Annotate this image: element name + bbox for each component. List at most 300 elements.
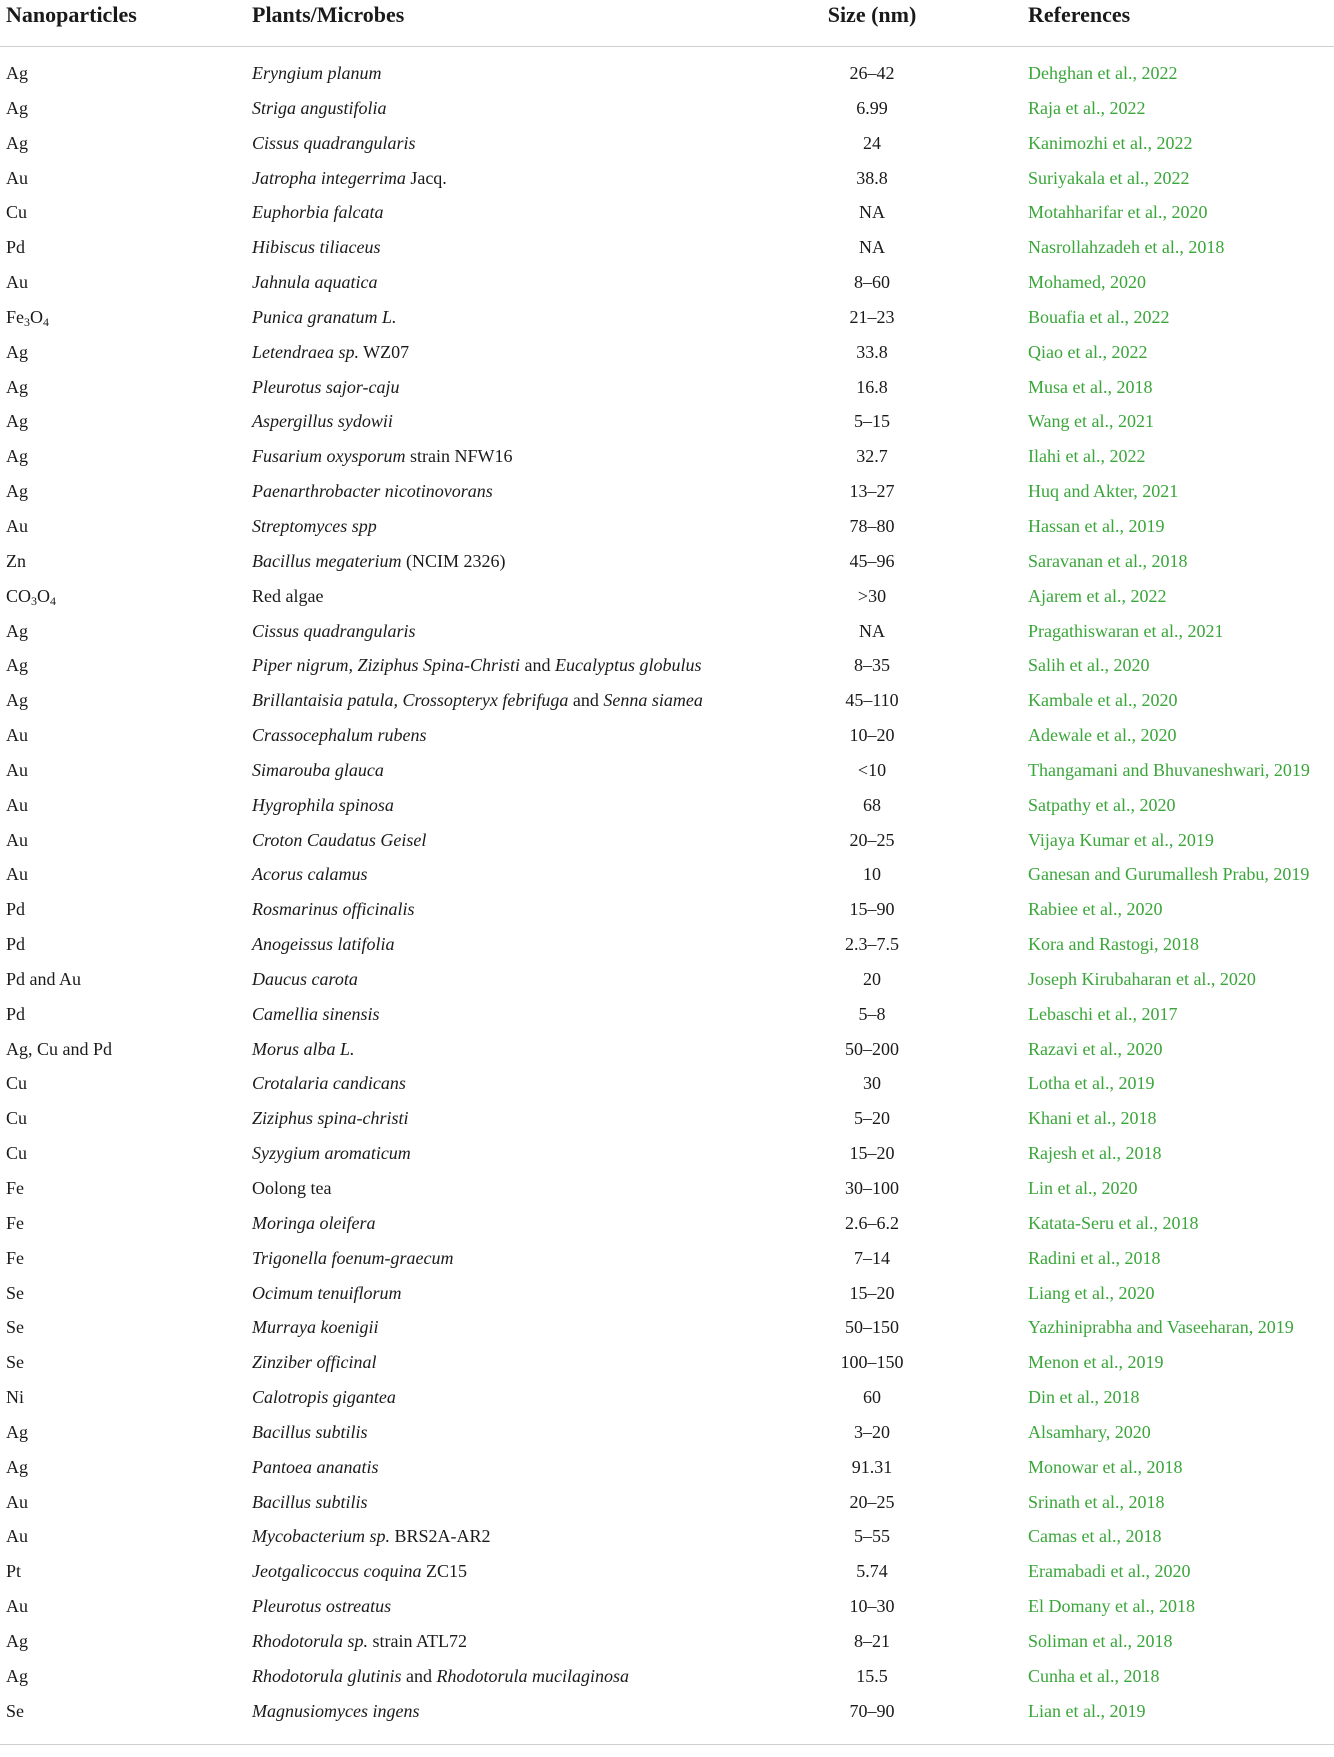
table-row (0, 794, 1334, 829)
species-name: Rhodotorula mucilaginosa (436, 1665, 630, 1686)
size-value: 21–23 (849, 306, 895, 327)
cell-plant-microbe (252, 1247, 453, 1269)
cell-nanoparticle: Au (6, 272, 28, 293)
species-name: Letendraea sp. (252, 341, 359, 362)
cell-plant-microbe (252, 1630, 467, 1652)
table-row (0, 968, 1334, 1003)
size-value: 5–20 (854, 1108, 890, 1129)
cell-plant-microbe (252, 480, 493, 502)
size-value: 10 (863, 864, 881, 885)
reference-link[interactable]: Eramabadi et al., 2020 (1028, 1561, 1191, 1582)
table-row (0, 62, 1334, 97)
size-value: 60 (863, 1387, 881, 1408)
cell-nanoparticle: Ag (6, 341, 28, 362)
reference-link[interactable]: Lebaschi et al., 2017 (1028, 1003, 1178, 1024)
size-value: 30–100 (845, 1178, 899, 1198)
species-name: Magnusiomyces ingens (252, 1700, 420, 1721)
reference-link[interactable]: Kora and Rastogi, 2018 (1028, 934, 1199, 955)
size-value: 30 (863, 1073, 881, 1094)
reference-link[interactable]: Katata-Seru et al., 2018 (1028, 1212, 1199, 1233)
cell-plant-microbe (252, 759, 384, 781)
species-name: Rhodotorula sp. (252, 1630, 369, 1651)
size-value: 91.31 (851, 1456, 893, 1477)
reference-link[interactable]: Satpathy et al., 2020 (1028, 794, 1176, 815)
cell-nanoparticle: Ag (6, 1456, 28, 1477)
cell-nanoparticle: Fe (6, 1247, 24, 1268)
table-row (0, 1560, 1334, 1595)
cell-nanoparticle: Au (6, 864, 28, 885)
cell-nanoparticle: Pt (6, 1561, 22, 1582)
species-name: Calotropis gigantea (252, 1387, 396, 1408)
size-value: 10–30 (849, 1596, 895, 1617)
table-row (0, 863, 1334, 898)
cell-nanoparticle: Fe (6, 1212, 24, 1233)
column-header-references: References (1028, 2, 1131, 27)
cell-plant-microbe (252, 1282, 401, 1304)
reference-link[interactable]: Yazhiniprabha and Vaseeharan, 2019 (1028, 1317, 1294, 1338)
table-row (0, 550, 1334, 585)
cell-plant-microbe (252, 689, 703, 711)
table-row (0, 1456, 1334, 1491)
species-name: Euphorbia falcata (252, 202, 384, 223)
size-value: 10–20 (849, 725, 895, 746)
table-row (0, 1630, 1334, 1665)
cell-nanoparticle: Ag (6, 620, 28, 641)
reference-link[interactable]: Qiao et al., 2022 (1028, 341, 1148, 362)
column-header-nanoparticles: Nanoparticles (6, 2, 137, 27)
size-value: 13–27 (849, 481, 895, 502)
cell-nanoparticle: Ag (6, 97, 28, 118)
formula-subscript: 4 (50, 593, 57, 608)
size-value: 45–110 (845, 690, 899, 711)
table-row (0, 933, 1334, 968)
species-name: Senna siamea (603, 690, 703, 711)
cell-nanoparticle: Se (6, 1317, 24, 1338)
species-name: Cissus quadrangularis (252, 620, 416, 641)
size-value: 33.8 (856, 341, 888, 362)
species-name: Fusarium oxysporum (252, 446, 406, 467)
cell-nanoparticle: Se (6, 1282, 24, 1303)
formula-part: O (30, 306, 43, 327)
cell-plant-microbe (252, 724, 427, 746)
table-row (0, 167, 1334, 202)
column-header-size-label: Size (nm) (827, 2, 917, 27)
reference-link[interactable]: Monowar et al., 2018 (1028, 1456, 1183, 1477)
reference-link[interactable]: Soliman et al., 2018 (1028, 1630, 1173, 1651)
size-value: 26–42 (849, 63, 895, 83)
species-name: Murraya koenigii (252, 1317, 379, 1338)
species-name: Zinziber officinal (252, 1352, 377, 1373)
plain-text: Jacq. (405, 167, 447, 188)
cell-plant-microbe (252, 829, 426, 851)
cell-plant-microbe (252, 1560, 467, 1582)
cell-plant-microbe (252, 794, 394, 816)
cell-nanoparticle: Ag (6, 1421, 28, 1442)
reference-link[interactable]: Khani et al., 2018 (1028, 1108, 1157, 1129)
plain-text: Oolong tea (252, 1178, 332, 1198)
cell-plant-microbe (252, 1421, 368, 1443)
species-name: Ziziphus spina-christi (252, 1108, 409, 1129)
reference-link[interactable]: Suriyakala et al., 2022 (1028, 167, 1190, 188)
cell-plant-microbe (252, 167, 447, 189)
cell-plant-microbe (252, 62, 382, 84)
reference-link[interactable]: Radini et al., 2018 (1028, 1247, 1161, 1268)
size-value: 50–150 (845, 1317, 899, 1338)
size-value: 5–8 (858, 1003, 886, 1024)
cell-nanoparticle: Ag (6, 1665, 28, 1686)
column-header-plants-microbes: Plants/Microbes (252, 2, 405, 27)
reference-link[interactable]: Lin et al., 2020 (1028, 1178, 1138, 1198)
table-row (0, 689, 1334, 724)
size-value: >30 (857, 585, 887, 606)
table-row (0, 1595, 1334, 1630)
plain-text: WZ07 (359, 341, 410, 362)
cell-plant-microbe (252, 1700, 419, 1722)
table-bottom-rule (0, 1744, 1334, 1745)
plain-text: and (568, 690, 604, 711)
plain-text: (NCIM 2326) (401, 550, 506, 571)
cell-plant-microbe (252, 1665, 629, 1687)
species-name: Trigonella foenum-graecum (252, 1247, 454, 1268)
cell-nanoparticle: Ag (6, 655, 28, 676)
size-value: 15–90 (849, 899, 895, 920)
cell-nanoparticle: Au (6, 829, 28, 850)
cell-nanoparticle: Pd (6, 237, 26, 258)
size-value: 5.74 (856, 1561, 888, 1582)
cell-nanoparticle: Au (6, 1596, 28, 1617)
species-name: Brillantaisia patula, Crossopteryx febrifuga (252, 690, 569, 711)
species-name: Piper nigrum, Ziziphus Spina-Christi (252, 655, 521, 676)
species-name: Syzygium aromaticum (252, 1143, 411, 1164)
species-name: Jeotgalicoccus coquina (252, 1561, 422, 1582)
cell-nanoparticle: Ag (6, 1630, 28, 1651)
cell-plant-microbe (252, 1212, 376, 1234)
formula-part: Fe (6, 306, 24, 327)
cell-plant-microbe (252, 1142, 411, 1164)
table-row (0, 132, 1334, 167)
table-row (0, 898, 1334, 933)
reference-link[interactable]: Adewale et al., 2020 (1028, 725, 1177, 746)
cell-plant-microbe (252, 515, 377, 537)
species-name: Acorus calamus (252, 864, 368, 885)
reference-link[interactable]: Rajesh et al., 2018 (1028, 1143, 1162, 1164)
size-value: <10 (857, 759, 887, 780)
table-row (0, 654, 1334, 689)
cell-plant-microbe (252, 271, 377, 293)
table-row (0, 376, 1334, 411)
formula-subscript: 3 (31, 593, 38, 608)
size-value: 15.5 (856, 1665, 888, 1686)
cell-nanoparticle: Fe (6, 1178, 24, 1198)
cell-nanoparticle: Pd (6, 899, 26, 920)
cell-plant-microbe (252, 445, 513, 467)
cell-plant-microbe (252, 933, 395, 955)
plain-text: strain NFW16 (405, 446, 513, 467)
cell-nanoparticle: Ag (6, 446, 28, 467)
species-name: Bacillus subtilis (252, 1421, 368, 1442)
reference-link[interactable]: Mohamed, 2020 (1028, 272, 1146, 293)
cell-nanoparticle (6, 585, 56, 607)
cell-plant-microbe (252, 1316, 378, 1338)
reference-link[interactable]: Menon et al., 2019 (1028, 1352, 1164, 1373)
table-row (0, 585, 1334, 620)
cell-plant-microbe (252, 132, 416, 154)
table-row (0, 1107, 1334, 1142)
reference-link[interactable]: Ganesan and Gurumallesh Prabu, 2019 (1028, 864, 1310, 885)
plain-text: and (401, 1665, 437, 1686)
size-value: 32.7 (856, 446, 888, 467)
table-row (0, 306, 1334, 341)
cell-plant-microbe (252, 550, 505, 572)
cell-nanoparticle: Pd (6, 934, 26, 955)
plain-text: Red algae (252, 585, 324, 606)
species-name: Hygrophila spinosa (252, 794, 394, 815)
table-row (0, 1072, 1334, 1107)
size-value: 8–21 (854, 1630, 890, 1651)
reference-link[interactable]: Cunha et al., 2018 (1028, 1665, 1160, 1686)
size-value: 6.99 (856, 97, 888, 118)
cell-nanoparticle: Ag, Cu and Pd (6, 1038, 113, 1059)
species-name: Rhodotorula glutinis (252, 1665, 402, 1686)
reference-link[interactable]: Saravanan et al., 2018 (1028, 550, 1188, 571)
species-name: Bacillus subtilis (252, 1491, 368, 1512)
cell-plant-microbe (252, 1072, 406, 1094)
table-row (0, 410, 1334, 445)
cell-plant-microbe (252, 1456, 379, 1478)
cell-nanoparticle: Au (6, 794, 28, 815)
size-value: 15–20 (849, 1143, 895, 1164)
cell-nanoparticle: Ag (6, 411, 28, 432)
reference-link[interactable]: Rabiee et al., 2020 (1028, 899, 1163, 920)
cell-plant-microbe (252, 306, 397, 328)
plain-text: ZC15 (421, 1561, 467, 1582)
reference-link[interactable]: Ajarem et al., 2022 (1028, 585, 1167, 606)
table-row (0, 201, 1334, 236)
reference-link[interactable]: Lian et al., 2019 (1028, 1700, 1146, 1721)
cell-nanoparticle: Se (6, 1700, 24, 1721)
reference-link[interactable]: Musa et al., 2018 (1028, 376, 1153, 397)
cell-nanoparticle: Ag (6, 132, 28, 153)
cell-plant-microbe (252, 654, 702, 676)
table-row (0, 480, 1334, 515)
species-name: Mycobacterium sp. (252, 1526, 390, 1547)
size-value: 15–20 (849, 1282, 895, 1303)
species-name: Jahnula aquatica (252, 272, 378, 293)
size-value: 38.8 (856, 167, 888, 188)
table-row (0, 515, 1334, 550)
table-row (0, 1700, 1334, 1735)
plain-text: strain ATL72 (368, 1630, 468, 1651)
reference-link[interactable]: Huq and Akter, 2021 (1028, 481, 1179, 502)
cell-plant-microbe (252, 1386, 396, 1408)
cell-plant-microbe (252, 1595, 391, 1617)
species-name: Hibiscus tiliaceus (252, 237, 381, 258)
cell-plant-microbe (252, 1003, 380, 1025)
cell-nanoparticle: Pd and Au (6, 968, 82, 989)
table-row (0, 1316, 1334, 1351)
cell-plant-microbe (252, 341, 409, 363)
table-row (0, 1038, 1334, 1073)
cell-plant-microbe (252, 97, 387, 119)
reference-link[interactable]: Salih et al., 2020 (1028, 655, 1150, 676)
cell-nanoparticle: Cu (6, 1073, 28, 1094)
plain-text: and (520, 655, 556, 676)
reference-link[interactable]: Ilahi et al., 2022 (1028, 446, 1146, 467)
size-value: 45–96 (849, 550, 895, 571)
reference-link[interactable]: El Domany et al., 2018 (1028, 1596, 1195, 1617)
species-name: Pleurotus ostreatus (252, 1596, 392, 1617)
size-value: 16.8 (856, 376, 888, 397)
species-name: Punica granatum L. (252, 306, 397, 327)
size-value: 24 (863, 132, 881, 153)
size-value: 2.6–6.2 (845, 1212, 899, 1233)
reference-link[interactable]: Srinath et al., 2018 (1028, 1491, 1165, 1512)
cell-nanoparticle: Pd (6, 1003, 26, 1024)
table-row (0, 1282, 1334, 1317)
species-name: Striga angustifolia (252, 97, 387, 118)
reference-link[interactable]: Dehghan et al., 2022 (1028, 63, 1178, 83)
reference-link[interactable]: Liang et al., 2020 (1028, 1282, 1155, 1303)
cell-plant-microbe (252, 898, 415, 920)
reference-link[interactable]: Nasrollahzadeh et al., 2018 (1028, 237, 1225, 258)
cell-nanoparticle: Se (6, 1352, 24, 1373)
size-value: 8–35 (854, 655, 890, 676)
species-name: Jatropha integerrima (252, 167, 406, 188)
species-name: Streptomyces spp (252, 515, 377, 536)
cell-nanoparticle: Au (6, 167, 28, 188)
species-name: Pantoea ananatis (252, 1456, 379, 1477)
formula-subscript: 4 (43, 314, 49, 329)
cell-nanoparticle: Au (6, 725, 28, 746)
cell-nanoparticle: Au (6, 1491, 28, 1512)
reference-link[interactable]: Motahharifar et al., 2020 (1028, 202, 1208, 223)
reference-link[interactable]: Camas et al., 2018 (1028, 1526, 1162, 1547)
size-value: 50–200 (845, 1038, 899, 1059)
cell-plant-microbe (252, 376, 399, 398)
table-row (0, 1386, 1334, 1421)
cell-plant-microbe (252, 236, 381, 258)
species-name: Pleurotus sajor-caju (252, 376, 400, 397)
reference-link[interactable]: Vijaya Kumar et al., 2019 (1028, 829, 1214, 850)
table-row (0, 1525, 1334, 1560)
species-name: Eryngium planum (252, 63, 382, 83)
species-name: Crotalaria candicans (252, 1073, 406, 1094)
size-value: NA (859, 202, 885, 223)
cell-plant-microbe (252, 1107, 409, 1129)
cell-plant-microbe (252, 1525, 491, 1547)
cell-plant-microbe (252, 585, 323, 607)
cell-plant-microbe (252, 1491, 368, 1513)
table-row (0, 1003, 1334, 1038)
species-name: Simarouba glauca (252, 759, 384, 780)
cell-plant-microbe (252, 620, 416, 642)
cell-plant-microbe (252, 863, 368, 885)
formula-subscript: 3 (24, 314, 30, 329)
cell-nanoparticle: Ag (6, 376, 28, 397)
size-value: 68 (863, 794, 881, 815)
cell-plant-microbe (252, 968, 358, 990)
cell-nanoparticle: Au (6, 515, 28, 536)
cell-plant-microbe (252, 410, 393, 432)
reference-link[interactable]: Wang et al., 2021 (1028, 411, 1155, 432)
cell-nanoparticle: Au (6, 759, 28, 780)
species-name: Aspergillus sydowii (252, 411, 393, 432)
species-name: Paenarthrobacter nicotinovorans (252, 481, 493, 502)
reference-link[interactable]: Joseph Kirubaharan et al., 2020 (1028, 968, 1256, 989)
reference-link[interactable]: Kambale et al., 2020 (1028, 690, 1178, 711)
species-name: Moringa oleifera (252, 1212, 376, 1233)
table-row (0, 1351, 1334, 1386)
cell-nanoparticle: Ag (6, 690, 28, 711)
species-name: Bacillus megaterium (252, 550, 402, 571)
table-row (0, 1177, 1334, 1212)
species-name: Camellia sinensis (252, 1003, 380, 1024)
size-value: 3–20 (854, 1421, 890, 1442)
cell-nanoparticle: Ag (6, 63, 28, 83)
species-name: Crassocephalum rubens (252, 725, 427, 746)
species-name: Cissus quadrangularis (252, 132, 416, 153)
species-name: Anogeissus latifolia (252, 934, 395, 955)
table-row (0, 271, 1334, 306)
species-name: Rosmarinus officinalis (252, 899, 415, 920)
formula-part: O (37, 585, 51, 606)
table-row (0, 1247, 1334, 1282)
reference-link[interactable]: Raja et al., 2022 (1028, 97, 1146, 118)
reference-link[interactable]: Kanimozhi et al., 2022 (1028, 132, 1193, 153)
reference-link[interactable]: Alsamhary, 2020 (1028, 1421, 1151, 1442)
reference-link[interactable]: Thangamani and Bhuvaneshwari, 2019 (1028, 759, 1310, 780)
cell-nanoparticle: Cu (6, 1143, 28, 1164)
species-name: Croton Caudatus Geisel (252, 829, 427, 850)
table-row (0, 1665, 1334, 1700)
cell-nanoparticle (6, 306, 49, 328)
table-row (0, 1491, 1334, 1526)
cell-nanoparticle: Ag (6, 481, 28, 502)
size-value: NA (859, 620, 885, 641)
cell-nanoparticle: Cu (6, 202, 28, 223)
table-row (0, 829, 1334, 864)
reference-link[interactable]: Lotha et al., 2019 (1028, 1073, 1155, 1094)
formula-part: CO (6, 585, 32, 606)
cell-plant-microbe (252, 1177, 331, 1199)
cell-plant-microbe (252, 1351, 377, 1373)
cell-plant-microbe (252, 1038, 355, 1060)
table-row (0, 1142, 1334, 1177)
reference-link[interactable]: Hassan et al., 2019 (1028, 515, 1165, 536)
size-value: 70–90 (849, 1700, 895, 1721)
table-row (0, 724, 1334, 759)
size-value: 8–60 (854, 272, 890, 293)
cell-nanoparticle: Zn (6, 550, 26, 571)
reference-link[interactable]: Bouafia et al., 2022 (1028, 306, 1170, 327)
size-value: 5–55 (854, 1526, 890, 1547)
table-header (0, 0, 1334, 47)
cell-plant-microbe (252, 201, 384, 223)
size-value: 7–14 (854, 1247, 890, 1268)
reference-link[interactable]: Din et al., 2018 (1028, 1387, 1140, 1408)
plain-text: BRS2A-AR2 (389, 1526, 491, 1547)
size-value: 2.3–7.5 (845, 934, 899, 955)
table-row (0, 445, 1334, 480)
size-value: NA (859, 237, 885, 258)
cell-nanoparticle: Au (6, 1526, 28, 1547)
reference-link[interactable]: Pragathiswaran et al., 2021 (1028, 620, 1224, 641)
size-value: 20 (863, 968, 881, 989)
reference-link[interactable]: Razavi et al., 2020 (1028, 1038, 1163, 1059)
size-value: 5–15 (854, 411, 890, 432)
size-value: 100–150 (840, 1352, 904, 1373)
size-value: 20–25 (849, 829, 895, 850)
